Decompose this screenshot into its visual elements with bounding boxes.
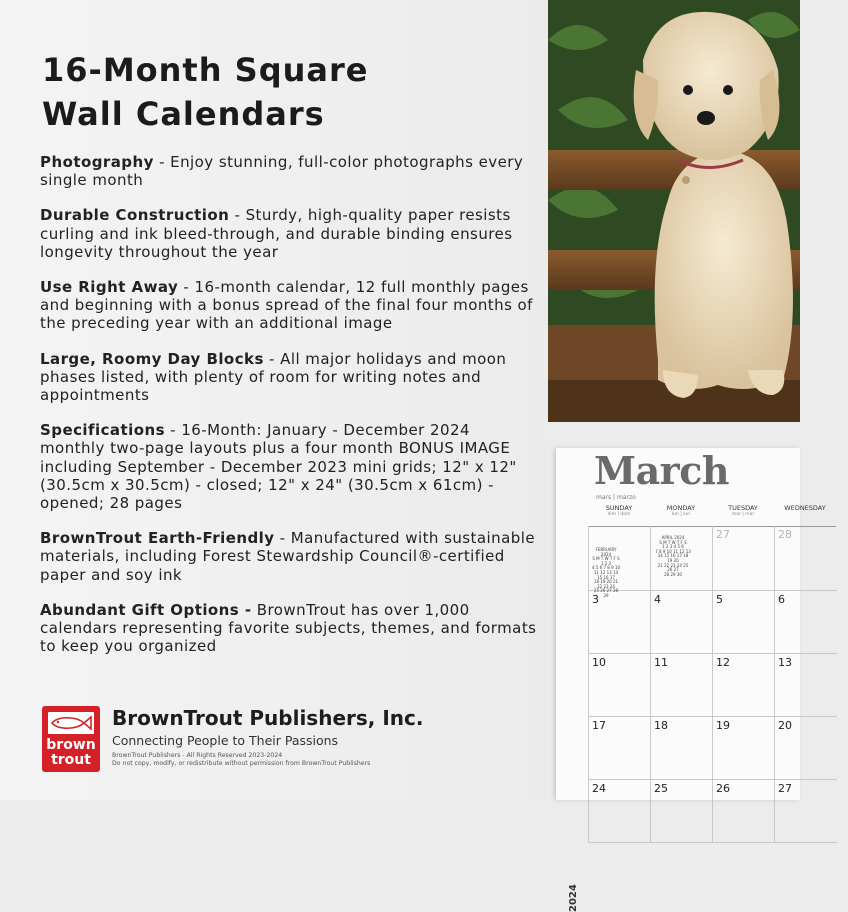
calendar-month-translation: mars | marzo (596, 494, 636, 501)
feature-text: - Manufactured with sustainable materials, including Forest Stewardship Council®-certified paper and soy ink (40, 529, 536, 584)
copyright-notice (112, 752, 370, 768)
feature-heading: Use Right Away (40, 278, 179, 297)
day-cell[interactable] (712, 780, 775, 843)
day-cell[interactable] (774, 591, 837, 654)
feature-text: - 16-month calendar, 12 full monthly pages and beginning with a bonus spread of the final four months of the preceding year with an additional image (40, 278, 533, 333)
feature-heading: BrownTrout Earth-Friendly (40, 529, 275, 548)
mini-calendar-week: 11 12 13 14 15 16 17 (593, 569, 619, 580)
day-number: 25 (654, 782, 668, 795)
day-number: 24 (592, 782, 606, 795)
mini-calendar-week: 4 5 6 7 8 9 10 (592, 565, 620, 571)
weekday-label: SUNDAY (605, 504, 633, 512)
day-number: 6 (778, 593, 785, 606)
feature-heading: Specifications (40, 421, 165, 440)
trout-fish-icon (48, 712, 94, 734)
feature-heading: Abundant Gift Options - (40, 600, 252, 619)
weekday-header (712, 504, 774, 527)
day-number: 11 (654, 656, 668, 669)
feature-item (40, 153, 540, 189)
feature-text: - Enjoy stunning, full-color photographs every single month (40, 153, 524, 190)
feature-heading: Durable Construction (40, 206, 230, 225)
logo-word-2: trout (51, 752, 91, 768)
day-number: 19 (716, 719, 730, 732)
feature-item (40, 529, 540, 584)
copyright-line-2: Do not copy, modify, or redistribute without permission from BrownTrout Publishers (112, 760, 371, 767)
day-cell[interactable] (712, 654, 775, 717)
day-cell[interactable] (588, 717, 651, 780)
mini-calendar-week: 18 19 20 21 22 23 24 (593, 579, 619, 589)
feature-text: BrownTrout has over 1,000 calendars representing favorite subjects, themes, and formats to keep you organized (40, 600, 537, 656)
title-line-1: 16-Month Square (42, 51, 369, 89)
day-number: 4 (654, 593, 661, 606)
day-number: 27 (778, 782, 792, 795)
mini-calendar-week: 7 8 9 10 11 12 13 (655, 548, 691, 554)
day-number: 27 (716, 528, 730, 541)
weekday-sublabel: dim | dom (607, 512, 631, 517)
day-cell[interactable] (650, 591, 713, 654)
mini-calendar-week: 25 26 27 28 29 (593, 588, 619, 598)
day-cell[interactable] (588, 588, 651, 654)
day-number: 3 (592, 593, 599, 606)
day-cell[interactable] (650, 654, 713, 717)
calendar-grid (588, 504, 848, 804)
day-cell[interactable] (774, 526, 837, 591)
feature-item (40, 601, 540, 656)
browntrout-logo (42, 706, 100, 772)
mini-calendar-head: S M T W T F S (592, 556, 620, 562)
copyright-line-1: BrownTrout Publishers - All Rights Reserved 2023-2024 (112, 752, 283, 759)
mini-calendar-april (655, 536, 691, 577)
day-cell[interactable] (650, 717, 713, 780)
day-number: 28 (778, 528, 792, 541)
feature-heading: Large, Roomy Day Blocks (40, 349, 264, 368)
mini-calendar-title: APRIL 2024 (661, 535, 685, 540)
feature-text: - All major holidays and moon phases listed, with plenty of room for writing notes and appointments (40, 349, 507, 405)
title-line-2: Wall Calendars (42, 95, 325, 133)
day-number: 18 (654, 719, 668, 732)
mini-calendar-week: 1 2 3 (600, 560, 612, 566)
day-cell[interactable] (650, 526, 713, 591)
day-cell[interactable] (774, 717, 837, 780)
calendar-month: March (594, 448, 729, 493)
day-number: 17 (592, 719, 606, 732)
publisher-tagline: Connecting People to Their Passions (112, 733, 339, 748)
mini-calendar-week: 1 2 3 4 5 6 (662, 544, 684, 550)
feature-text: - Sturdy, high-quality paper resists curling and ink bleed-through, and durable binding ensures longevity throughout the year (40, 206, 513, 261)
day-number: 26 (716, 782, 730, 795)
calendar-cover-photo (548, 0, 800, 422)
weekday-label: WEDNESDAY (784, 504, 826, 512)
day-cell[interactable] (712, 717, 775, 780)
mini-calendar-week: 28 29 30 (664, 571, 682, 577)
logo-word-1: brown (46, 737, 96, 753)
weekday-header (774, 504, 836, 527)
day-cell[interactable] (774, 780, 837, 843)
day-cell[interactable] (588, 780, 651, 843)
feature-text: - 16-Month: January - December 2024 monthly two-page layouts plus a four month BONUS IMAGE including September - December 2023 mini grids; 12" x 12" (30.5cm x 30.5cm) - closed; 12" x 24" (30.5cm x 61cm) - opened; 28 pages (40, 421, 517, 513)
publisher-name: BrownTrout Publishers, Inc. (112, 706, 424, 730)
publisher-block (42, 706, 542, 776)
calendar-year: 2024 (568, 884, 579, 912)
weekday-label: TUESDAY (728, 504, 758, 512)
feature-item (40, 206, 540, 261)
mini-calendar-week: 14 15 16 17 18 19 20 (657, 553, 689, 563)
feature-item (40, 350, 540, 405)
day-cell[interactable] (712, 591, 775, 654)
day-cell[interactable] (712, 526, 775, 591)
weekday-header (650, 504, 712, 527)
feature-item (40, 278, 540, 333)
day-number: 5 (716, 593, 723, 606)
mini-calendar-head: S M T W T F S (659, 539, 687, 545)
day-cell[interactable] (774, 654, 837, 717)
weekday-sublabel: lun | lun (671, 512, 691, 517)
weekday-header (588, 504, 650, 527)
mini-calendar-title: FEBRUARY 2024 (595, 547, 617, 557)
page-title (42, 48, 522, 136)
day-cell[interactable] (588, 654, 651, 717)
day-number: 10 (592, 656, 606, 669)
weekday-sublabel: mar | mar (731, 512, 755, 517)
dog-photo-image (548, 0, 800, 422)
feature-list (40, 153, 540, 672)
feature-heading: Photography (40, 153, 154, 171)
day-cell[interactable] (650, 780, 713, 843)
feature-item (40, 421, 540, 512)
day-number: 20 (778, 719, 792, 732)
weekday-label: MONDAY (666, 504, 696, 512)
day-number: 13 (778, 656, 792, 669)
day-cell[interactable] (588, 526, 651, 598)
calendar-page (556, 448, 826, 912)
day-number: 12 (716, 656, 730, 669)
mini-calendar-week: 21 22 23 24 25 26 27 (657, 562, 689, 573)
